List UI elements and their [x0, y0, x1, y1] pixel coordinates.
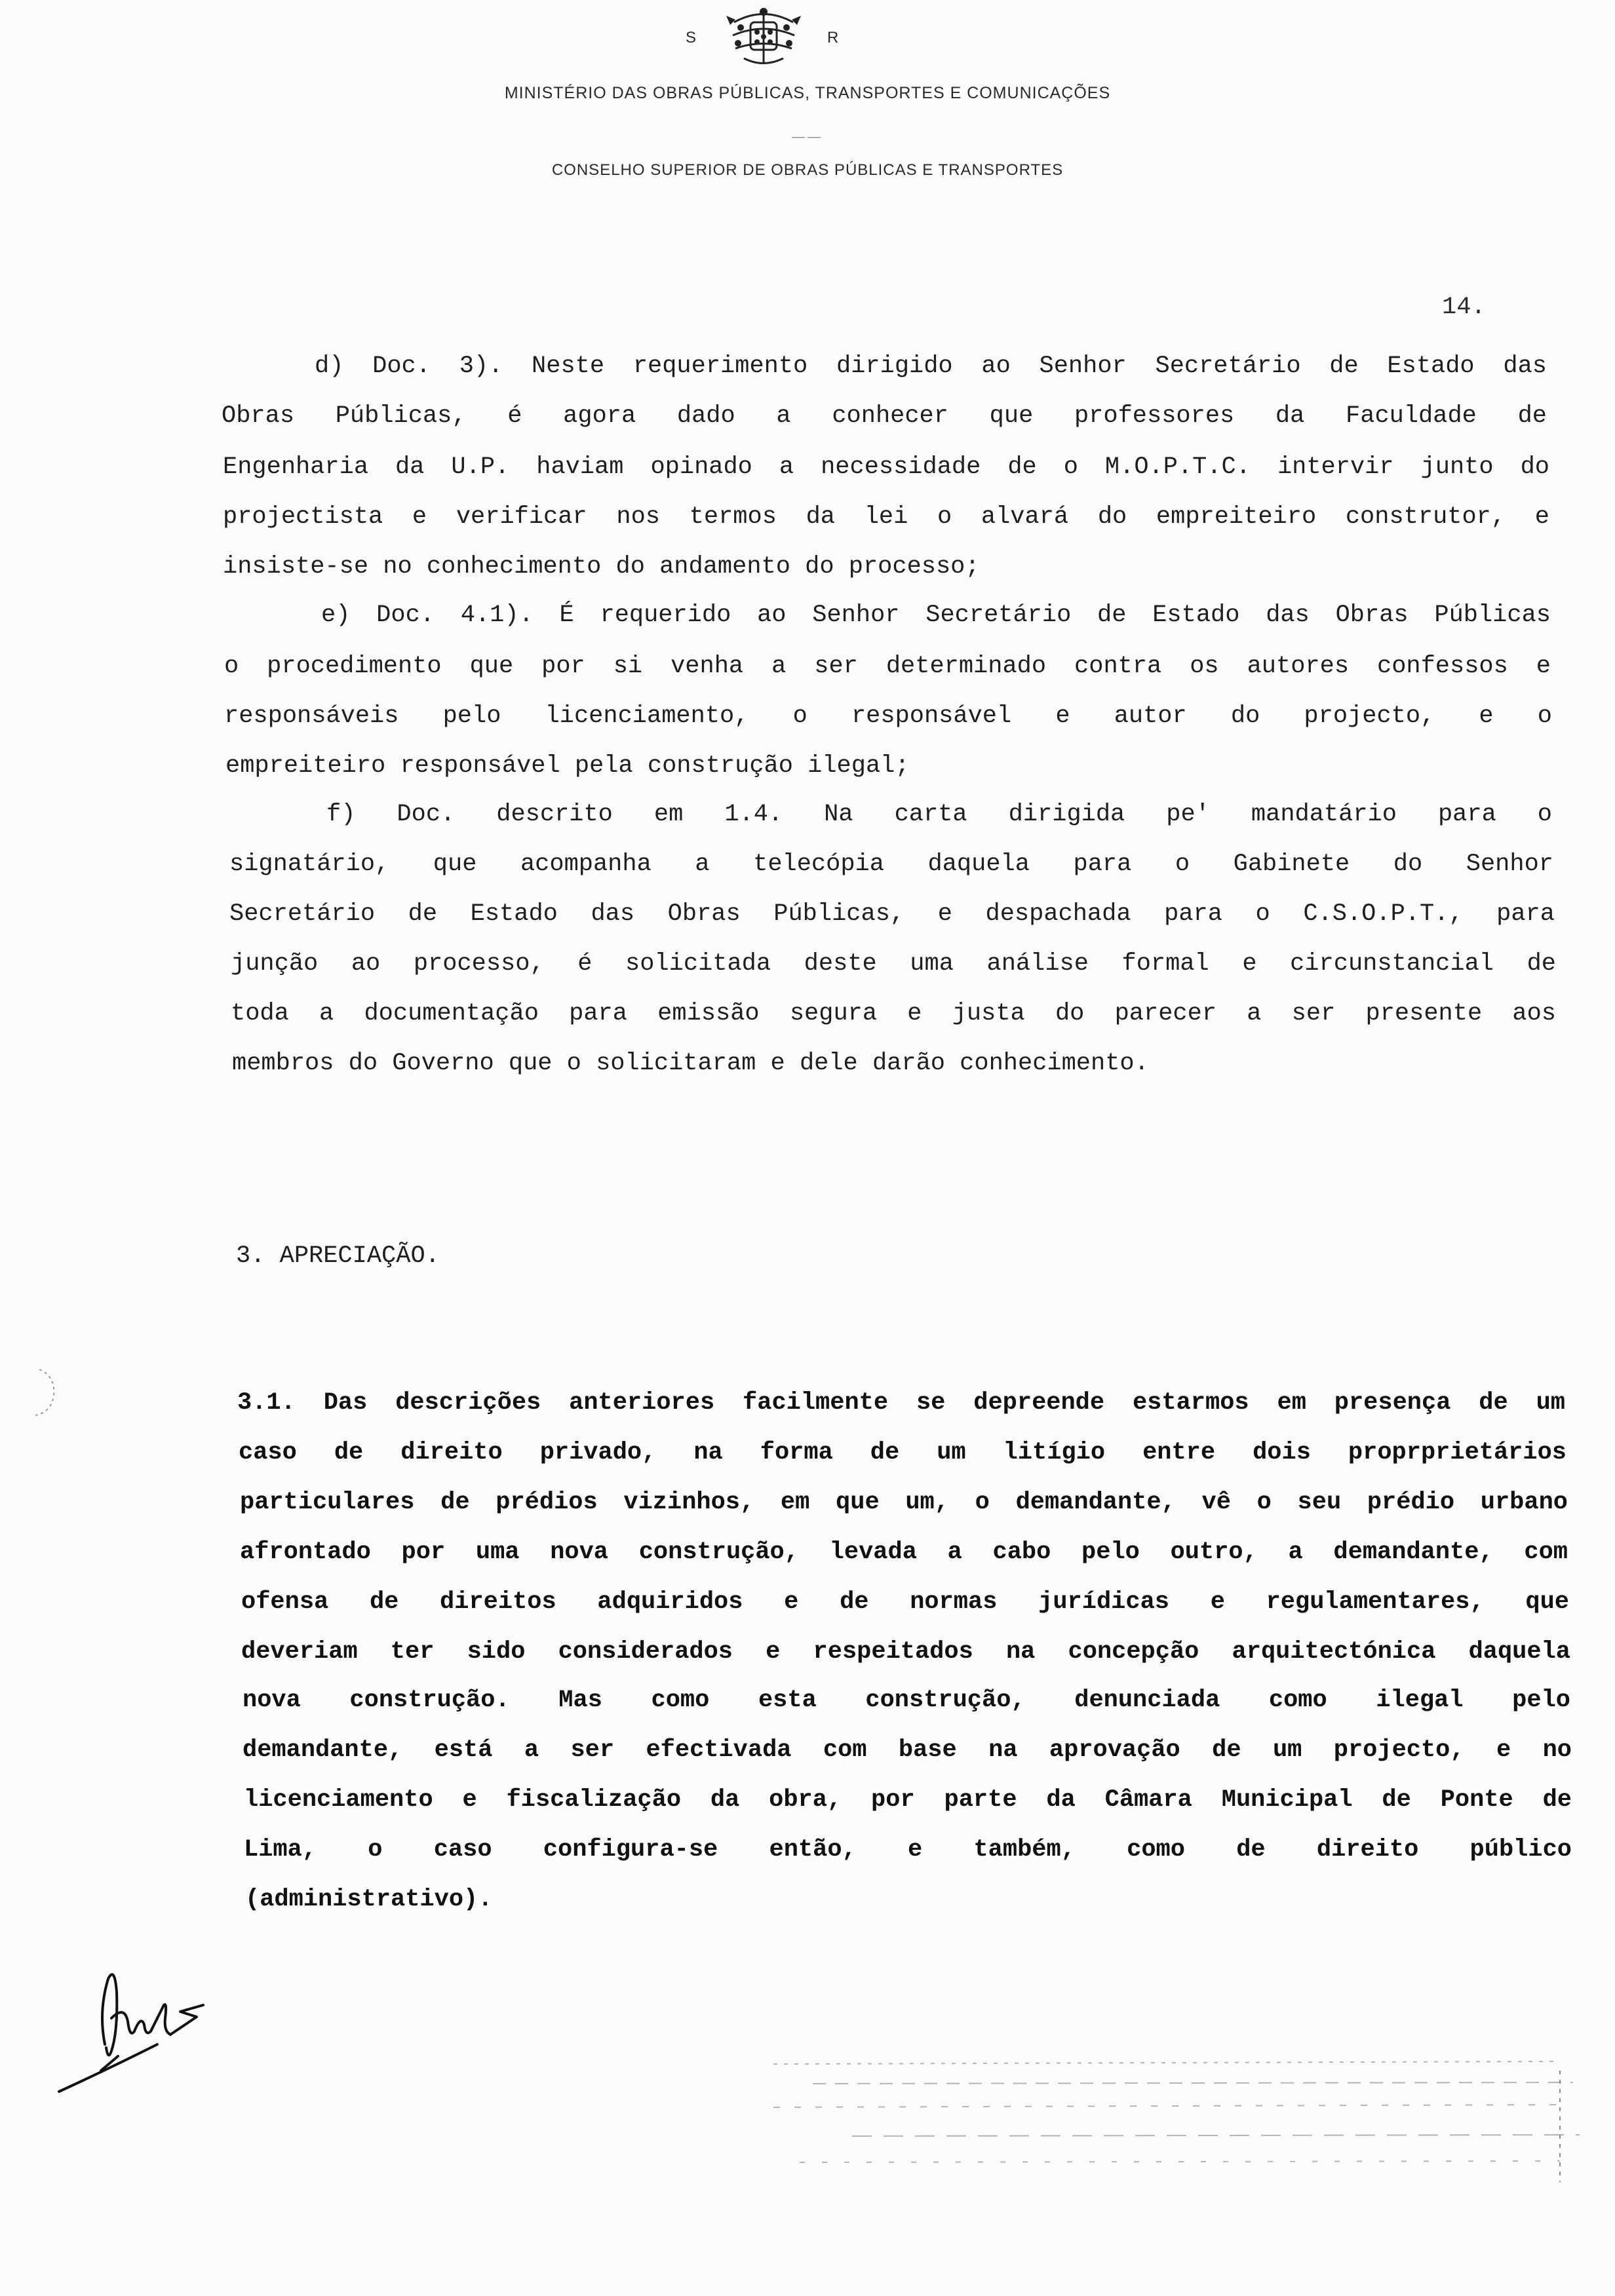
section-3-title: 3. APRECIAÇÃO. — [236, 1242, 440, 1270]
paragraph-e-line: o procedimento que por si venha a ser determinado contra os autores confessos e — [224, 653, 1551, 680]
paragraph-3-1-line: afrontado por uma nova construção, levada a cabo pelo outro, a demandante, com — [240, 1539, 1568, 1566]
paragraph-f-line: membros do Governo que o solicitaram e dele darão conhecimento. — [232, 1050, 1149, 1077]
paragraph-3-1-line: demandante, está a ser efectivada com base na aprovação de um projecto, e no — [243, 1736, 1572, 1764]
paragraph-d-line: projectista e verificar nos termos da lei o alvará do empreiteiro construtor, e — [223, 503, 1549, 531]
emblem-letter-right: R — [827, 29, 839, 47]
paragraph-3-1-line: (administrativo). — [245, 1886, 493, 1913]
paragraph-3-1-line: particulares de prédios vizinhos, em que um, o demandante, vê o seu prédio urbano — [240, 1489, 1568, 1516]
paragraph-d-line: insiste-se no conhecimento do andamento do processo; — [223, 553, 980, 581]
paragraph-3-1-line: Lima, o caso configura-se então, e também, como de direito público — [244, 1836, 1572, 1864]
paragraph-3-1-line: licenciamento e fiscalização da obra, por parte da Câmara Municipal de Ponte de — [244, 1786, 1572, 1814]
coat-of-arms-icon — [721, 3, 806, 68]
paragraph-3-1-line: 3.1. Das descrições anteriores facilmente se depreende estarmos em presença de um — [237, 1389, 1565, 1417]
ministry-heading: MINISTÉRIO DAS OBRAS PÚBLICAS, TRANSPORTES E COMUNICAÇÕES — [504, 84, 1111, 102]
header-separator: —— — [792, 130, 823, 144]
paragraph-f-line: junção ao processo, é solicitada deste uma análise formal e circunstancial de — [231, 950, 1556, 978]
signature-icon — [46, 1940, 236, 2097]
emblem-letter-left: S — [686, 29, 697, 47]
paragraph-e-line: empreiteiro responsável pela construção ilegal; — [225, 752, 910, 780]
paragraph-3-1-line: ofensa de direitos adquiridos e de normas jurídicas e regulamentares, que — [241, 1588, 1569, 1616]
paragraph-f-line: toda a documentação para emissão segura e justa do parecer a ser presente aos — [231, 1000, 1556, 1027]
paragraph-e-line: responsáveis pelo licenciamento, o responsável e autor do projecto, e o — [224, 702, 1552, 730]
council-heading: CONSELHO SUPERIOR DE OBRAS PÚBLICAS E TRANSPORTES — [551, 161, 1064, 179]
paragraph-d-line: d) Doc. 3). Neste requerimento dirigido ao Senhor Secretário de Estado das — [315, 353, 1547, 380]
page-number: 14. — [1442, 294, 1486, 321]
paragraph-3-1-line: deveriam ter sido considerados e respeitados na concepção arquitectónica daquela — [241, 1638, 1570, 1666]
margin-mark-icon — [26, 1363, 66, 1422]
paragraph-f-line: f) Doc. descrito em 1.4. Na carta dirigida pe' mandatário para o — [326, 801, 1552, 828]
paragraph-e-line: e) Doc. 4.1). É requerido ao Senhor Secretário de Estado das Obras Públicas — [321, 602, 1551, 629]
scan-artifact-lines — [773, 2044, 1586, 2189]
paragraph-d-line: Obras Públicas, é agora dado a conhecer que professores da Faculdade de — [222, 402, 1547, 430]
paragraph-f-line: Secretário de Estado das Obras Públicas, e despachada para o C.S.O.P.T., para — [229, 900, 1555, 928]
paragraph-f-line: signatário, que acompanha a telecópia daquela para o Gabinete do Senhor — [229, 851, 1553, 878]
paragraph-d-line: Engenharia da U.P. haviam opinado a necessidade de o M.O.P.T.C. intervir junto do — [223, 453, 1549, 481]
paragraph-3-1-line: nova construção. Mas como esta construção, denunciada como ilegal pelo — [243, 1687, 1570, 1714]
paragraph-3-1-line: caso de direito privado, na forma de um litígio entre dois proprprietários — [239, 1439, 1566, 1466]
